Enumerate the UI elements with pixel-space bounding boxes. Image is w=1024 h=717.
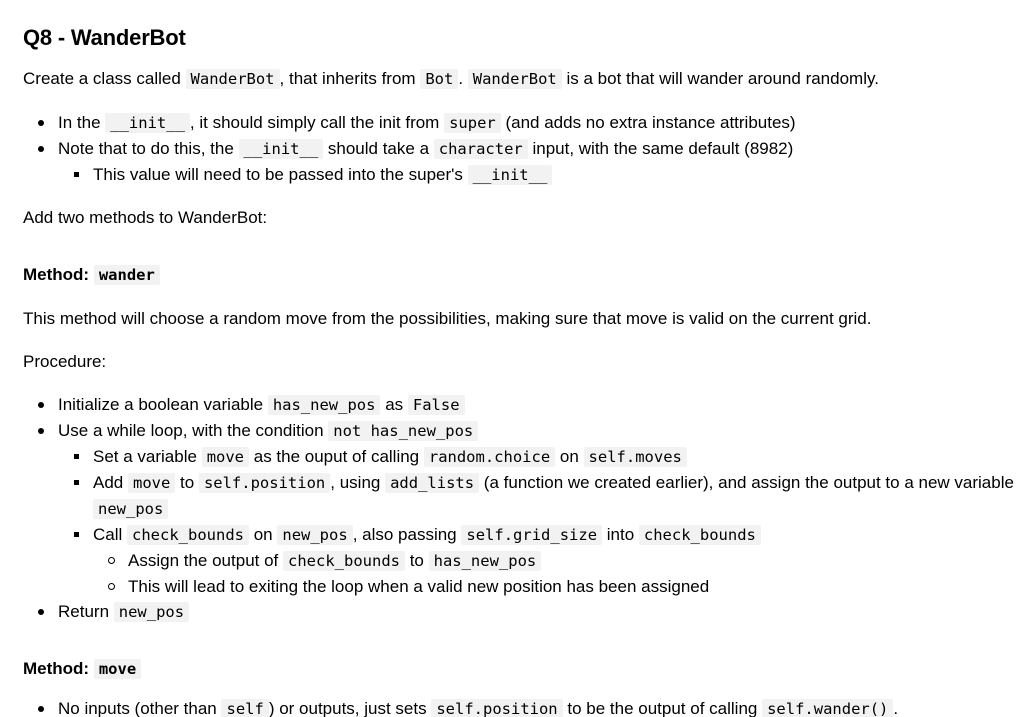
method-move-heading: Method: move xyxy=(23,656,1018,682)
intro-paragraph: Create a class called WanderBot , that inherits from Bot . WanderBot is a bot that will wander around randomly. xyxy=(23,69,879,88)
list-item: Use a while loop, with the condition not has_new_pos Set a variable move as the ouput of calling random.choice on self.moves Add move to self.position , using add_lists (a function we created earlier), and assign the output to a new variable new_pos Call check_bounds on new_pos , also passing self.grid_size into check_bounds Assign the output of check_bounds to has_new_pos This will lead to exiting the loop when a valid new position has been assigned xyxy=(23,418,1018,599)
list-item: Assign the output of check_bounds to has_new_pos xyxy=(93,548,1018,574)
page-title: Q8 - WanderBot xyxy=(23,25,186,50)
list-item: In the __init__ , it should simply call the init from super (and adds no extra instance attributes) xyxy=(23,110,1018,136)
wander-description: This method will choose a random move from the possibilities, making sure that move is valid on the current grid. xyxy=(23,309,872,328)
code-wanderbot: WanderBot xyxy=(186,69,280,89)
list-item: This value will need to be passed into the super's __init__ xyxy=(58,162,1018,188)
code-wanderbot: WanderBot xyxy=(468,69,562,89)
list-item: Note that to do this, the __init__ should take a character input, with the same default (8982) This value will need to be passed into the super's __init__ xyxy=(23,136,1018,188)
list-item: Return new_pos xyxy=(23,599,1018,625)
move-list xyxy=(23,696,1018,717)
list-item: No inputs (other than self ) or outputs, just sets self.position to be the output of calling self.wander() . xyxy=(23,696,1018,717)
list-item: Call check_bounds on new_pos , also passing self.grid_size into check_bounds Assign the output of check_bounds to has_new_pos This will lead to exiting the loop when a valid new position has been assigned xyxy=(58,522,1018,599)
list-item: Initialize a boolean variable has_new_pos as False xyxy=(23,392,1018,418)
code-bot: Bot xyxy=(420,69,458,89)
list-item: Set a variable move as the ouput of calling random.choice on self.moves xyxy=(58,444,1018,470)
list-item: This will lead to exiting the loop when a valid new position has been assigned xyxy=(93,574,1018,599)
nested-list xyxy=(58,444,1018,599)
method-wander-heading: Method: wander xyxy=(23,262,1018,288)
document-page xyxy=(23,22,1018,717)
nested-list xyxy=(58,162,1018,188)
list-item: Add move to self.position , using add_lists (a function we created earlier), and assign the output to a new variable new_pos xyxy=(58,470,1018,522)
add-methods-paragraph: Add two methods to WanderBot: xyxy=(23,208,268,227)
procedure-label: Procedure: xyxy=(23,352,107,371)
procedure-list xyxy=(23,392,1018,625)
init-requirements-list xyxy=(23,110,1018,188)
nested-list xyxy=(93,548,1018,599)
